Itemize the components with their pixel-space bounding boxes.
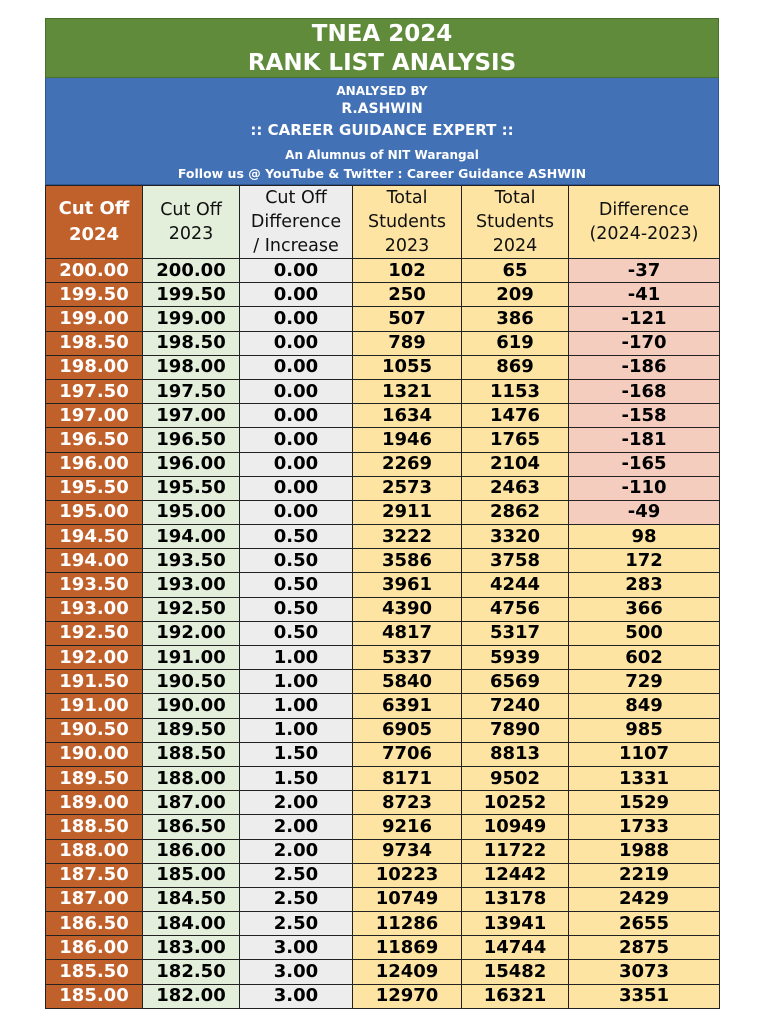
table-cell: 1331 — [569, 766, 720, 790]
author-name: R.ASHWIN — [341, 101, 423, 117]
table-cell: 3.00 — [240, 984, 353, 1008]
table-row — [46, 742, 720, 766]
table-cell: 0.50 — [240, 573, 353, 597]
table-cell: 0.50 — [240, 525, 353, 549]
table-cell: 1107 — [569, 742, 720, 766]
table-cell: 209 — [462, 283, 569, 307]
table-cell: -121 — [569, 307, 720, 331]
table-cell: 98 — [569, 525, 720, 549]
table-cell: 192.50 — [143, 597, 240, 621]
title-line-2: RANK LIST ANALYSIS — [247, 50, 517, 76]
table-cell: 500 — [569, 621, 720, 645]
table-cell: 193.00 — [46, 597, 143, 621]
table-row — [46, 839, 720, 863]
table-cell: 789 — [353, 331, 462, 355]
table-cell: 1.50 — [240, 742, 353, 766]
table-cell: 15482 — [462, 960, 569, 984]
table-cell: 198.00 — [46, 355, 143, 379]
column-header-line: Cut Off — [265, 188, 327, 208]
table-cell: 198.50 — [46, 331, 143, 355]
title-line-1: TNEA 2024 — [311, 21, 453, 47]
table-row — [46, 525, 720, 549]
table-cell: 196.50 — [143, 428, 240, 452]
table-cell: 1153 — [462, 379, 569, 403]
table-cell: 3758 — [462, 549, 569, 573]
table-cell: 188.50 — [143, 742, 240, 766]
table-cell: -37 — [569, 259, 720, 283]
table-cell: -49 — [569, 500, 720, 524]
table-cell: 198.00 — [143, 355, 240, 379]
table-row — [46, 331, 720, 355]
table-row — [46, 694, 720, 718]
table-cell: 2.00 — [240, 791, 353, 815]
table-cell: 985 — [569, 718, 720, 742]
table-cell: 2573 — [353, 476, 462, 500]
table-cell: 193.50 — [143, 549, 240, 573]
table-cell: 186.00 — [143, 839, 240, 863]
table-row — [46, 500, 720, 524]
table-row — [46, 887, 720, 911]
table-cell: 188.00 — [46, 839, 143, 863]
table-cell: 194.00 — [46, 549, 143, 573]
table-cell: 187.00 — [143, 791, 240, 815]
column-header — [462, 186, 569, 259]
table-cell: -41 — [569, 283, 720, 307]
table-cell: 6905 — [353, 718, 462, 742]
table-cell: 184.00 — [143, 912, 240, 936]
table-cell: 197.00 — [46, 404, 143, 428]
table-cell: 190.00 — [143, 694, 240, 718]
table-cell: 187.00 — [46, 887, 143, 911]
table-cell: 186.00 — [46, 936, 143, 960]
table-cell: 191.00 — [143, 646, 240, 670]
table-cell: 4756 — [462, 597, 569, 621]
table-row — [46, 960, 720, 984]
table-cell: 1765 — [462, 428, 569, 452]
table-row — [46, 428, 720, 452]
table-cell: 12442 — [462, 863, 569, 887]
rank-table — [45, 185, 720, 1009]
column-header-line: Cut Off — [58, 198, 130, 219]
table-cell: 200.00 — [143, 259, 240, 283]
table-cell: 619 — [462, 331, 569, 355]
table-cell: 1.00 — [240, 670, 353, 694]
table-row — [46, 597, 720, 621]
table-cell: 10749 — [353, 887, 462, 911]
table-cell: 2.00 — [240, 839, 353, 863]
table-cell: 199.50 — [143, 283, 240, 307]
table-cell: 198.50 — [143, 331, 240, 355]
table-cell: 2.50 — [240, 912, 353, 936]
table-cell: 2875 — [569, 936, 720, 960]
table-cell: 12970 — [353, 984, 462, 1008]
table-cell: 1055 — [353, 355, 462, 379]
table-cell: 182.00 — [143, 984, 240, 1008]
table-cell: 172 — [569, 549, 720, 573]
table-cell: 507 — [353, 307, 462, 331]
table-row — [46, 476, 720, 500]
table-cell: 16321 — [462, 984, 569, 1008]
table-cell: 3073 — [569, 960, 720, 984]
table-cell: 102 — [353, 259, 462, 283]
column-header-line: 2024 — [68, 224, 120, 245]
table-cell: -158 — [569, 404, 720, 428]
table-cell: 1634 — [353, 404, 462, 428]
table-cell: 283 — [569, 573, 720, 597]
table-cell: 199.50 — [46, 283, 143, 307]
column-header-line: 2023 — [168, 224, 214, 244]
table-row — [46, 307, 720, 331]
table-row — [46, 912, 720, 936]
table-cell: 5337 — [353, 646, 462, 670]
table-cell: 869 — [462, 355, 569, 379]
table-cell: 189.50 — [143, 718, 240, 742]
table-cell: 193.50 — [46, 573, 143, 597]
table-row — [46, 863, 720, 887]
table-cell: 13941 — [462, 912, 569, 936]
analysed-by-label: ANALYSED BY — [336, 84, 428, 98]
title-banner — [45, 18, 719, 78]
table-cell: 2911 — [353, 500, 462, 524]
column-header-line: Total — [494, 188, 536, 208]
table-cell: -110 — [569, 476, 720, 500]
table-cell: 187.50 — [46, 863, 143, 887]
table-cell: 199.00 — [46, 307, 143, 331]
table-row — [46, 766, 720, 790]
table-cell: 3320 — [462, 525, 569, 549]
author-banner — [45, 78, 719, 185]
table-row — [46, 621, 720, 645]
table-cell: 10252 — [462, 791, 569, 815]
column-header — [46, 186, 143, 259]
table-cell: 1321 — [353, 379, 462, 403]
column-header — [240, 186, 353, 259]
column-header — [569, 186, 720, 259]
table-cell: 196.00 — [46, 452, 143, 476]
table-cell: 0.00 — [240, 404, 353, 428]
table-cell: 1946 — [353, 428, 462, 452]
table-cell: 185.00 — [46, 984, 143, 1008]
table-cell: 196.00 — [143, 452, 240, 476]
table-cell: 8813 — [462, 742, 569, 766]
table-cell: 6569 — [462, 670, 569, 694]
table-cell: 0.00 — [240, 476, 353, 500]
table-cell: 196.50 — [46, 428, 143, 452]
table-cell: 9734 — [353, 839, 462, 863]
table-cell: 1.00 — [240, 646, 353, 670]
table-cell: 65 — [462, 259, 569, 283]
table-cell: 602 — [569, 646, 720, 670]
table-row — [46, 355, 720, 379]
table-cell: 190.50 — [143, 670, 240, 694]
table-cell: 195.00 — [143, 500, 240, 524]
table-cell: 185.50 — [46, 960, 143, 984]
table-cell: 7706 — [353, 742, 462, 766]
table-cell: 0.00 — [240, 355, 353, 379]
table-cell: 1.50 — [240, 766, 353, 790]
table-cell: 0.50 — [240, 549, 353, 573]
alumnus-note: An Alumnus of NIT Warangal — [285, 148, 479, 162]
table-cell: 194.50 — [46, 525, 143, 549]
table-cell: 188.00 — [143, 766, 240, 790]
rank-list-document — [45, 18, 719, 1009]
table-cell: 8723 — [353, 791, 462, 815]
table-cell: -170 — [569, 331, 720, 355]
table-cell: 195.50 — [46, 476, 143, 500]
table-row — [46, 549, 720, 573]
column-header-line: Students — [475, 212, 554, 232]
table-cell: 184.50 — [143, 887, 240, 911]
column-header-line: Difference — [598, 200, 690, 220]
table-cell: 197.00 — [143, 404, 240, 428]
table-cell: 190.50 — [46, 718, 143, 742]
table-cell: 1.00 — [240, 694, 353, 718]
table-row — [46, 259, 720, 283]
table-cell: 14744 — [462, 936, 569, 960]
table-row — [46, 815, 720, 839]
column-header-line: / Increase — [253, 236, 339, 256]
table-cell: 2269 — [353, 452, 462, 476]
table-cell: 197.50 — [46, 379, 143, 403]
table-cell: -186 — [569, 355, 720, 379]
table-cell: 192.00 — [143, 621, 240, 645]
table-cell: 1988 — [569, 839, 720, 863]
table-cell: 7890 — [462, 718, 569, 742]
table-cell: 186.50 — [143, 815, 240, 839]
table-cell: 194.00 — [143, 525, 240, 549]
column-header-line: Difference — [250, 212, 342, 232]
author-role: :: CAREER GUIDANCE EXPERT :: — [250, 121, 514, 139]
table-row — [46, 718, 720, 742]
table-cell: 13178 — [462, 887, 569, 911]
column-header-line: Cut Off — [160, 200, 222, 220]
table-cell: 199.00 — [143, 307, 240, 331]
table-cell: -181 — [569, 428, 720, 452]
column-header-line: 2024 — [492, 236, 538, 256]
table-cell: 185.00 — [143, 863, 240, 887]
table-row — [46, 984, 720, 1008]
table-cell: 10949 — [462, 815, 569, 839]
table-cell: 189.50 — [46, 766, 143, 790]
column-header — [143, 186, 240, 259]
table-cell: 192.50 — [46, 621, 143, 645]
table-cell: 2219 — [569, 863, 720, 887]
table-cell: 4817 — [353, 621, 462, 645]
table-row — [46, 646, 720, 670]
table-cell: 1476 — [462, 404, 569, 428]
column-header-line: Total — [386, 188, 428, 208]
table-cell: 186.50 — [46, 912, 143, 936]
table-cell: 5317 — [462, 621, 569, 645]
table-cell: 2.00 — [240, 815, 353, 839]
table-cell: 5840 — [353, 670, 462, 694]
table-cell: 0.50 — [240, 621, 353, 645]
table-cell: 0.00 — [240, 259, 353, 283]
table-cell: 0.00 — [240, 331, 353, 355]
table-cell: 1733 — [569, 815, 720, 839]
table-row — [46, 791, 720, 815]
column-header-line: (2024-2023) — [589, 224, 699, 244]
table-cell: 193.00 — [143, 573, 240, 597]
table-cell: 0.00 — [240, 428, 353, 452]
table-row — [46, 283, 720, 307]
table-cell: 849 — [569, 694, 720, 718]
table-cell: -168 — [569, 379, 720, 403]
table-cell: 0.00 — [240, 307, 353, 331]
table-cell: 3586 — [353, 549, 462, 573]
table-cell: 3351 — [569, 984, 720, 1008]
column-header-line: Students — [367, 212, 446, 232]
table-cell: 189.00 — [46, 791, 143, 815]
table-cell: 0.50 — [240, 597, 353, 621]
follow-note: Follow us @ YouTube & Twitter : Career Guidance ASHWIN — [177, 166, 587, 181]
table-cell: 192.00 — [46, 646, 143, 670]
table-row — [46, 670, 720, 694]
table-row — [46, 573, 720, 597]
table-cell: 2.50 — [240, 863, 353, 887]
table-cell: 2.50 — [240, 887, 353, 911]
table-row — [46, 404, 720, 428]
table-cell: 188.50 — [46, 815, 143, 839]
table-cell: 3222 — [353, 525, 462, 549]
table-cell: 0.00 — [240, 379, 353, 403]
table-cell: 1529 — [569, 791, 720, 815]
table-cell: 197.50 — [143, 379, 240, 403]
table-cell: 182.50 — [143, 960, 240, 984]
table-cell: 9216 — [353, 815, 462, 839]
table-cell: 3.00 — [240, 936, 353, 960]
table-cell: 250 — [353, 283, 462, 307]
table-cell: 0.00 — [240, 283, 353, 307]
table-cell: 11869 — [353, 936, 462, 960]
table-cell: 10223 — [353, 863, 462, 887]
table-cell: 12409 — [353, 960, 462, 984]
table-row — [46, 379, 720, 403]
table-header-row — [46, 186, 720, 259]
table-cell: 200.00 — [46, 259, 143, 283]
table-cell: 366 — [569, 597, 720, 621]
table-cell: 2104 — [462, 452, 569, 476]
table-cell: 11286 — [353, 912, 462, 936]
table-cell: 5939 — [462, 646, 569, 670]
table-cell: 4244 — [462, 573, 569, 597]
table-cell: 7240 — [462, 694, 569, 718]
table-row — [46, 452, 720, 476]
table-cell: 386 — [462, 307, 569, 331]
table-cell: 0.00 — [240, 500, 353, 524]
table-cell: 195.50 — [143, 476, 240, 500]
table-cell: 9502 — [462, 766, 569, 790]
table-cell: 0.00 — [240, 452, 353, 476]
table-cell: 3961 — [353, 573, 462, 597]
table-cell: 2429 — [569, 887, 720, 911]
table-row — [46, 936, 720, 960]
column-header — [353, 186, 462, 259]
table-cell: 195.00 — [46, 500, 143, 524]
table-cell: 2655 — [569, 912, 720, 936]
table-cell: 191.50 — [46, 670, 143, 694]
table-cell: -165 — [569, 452, 720, 476]
table-cell: 190.00 — [46, 742, 143, 766]
table-cell: 3.00 — [240, 960, 353, 984]
table-cell: 729 — [569, 670, 720, 694]
table-cell: 1.00 — [240, 718, 353, 742]
table-body — [46, 259, 720, 1009]
table-cell: 11722 — [462, 839, 569, 863]
table-cell: 6391 — [353, 694, 462, 718]
table-cell: 2862 — [462, 500, 569, 524]
column-header-line: 2023 — [384, 236, 430, 256]
table-cell: 8171 — [353, 766, 462, 790]
table-cell: 191.00 — [46, 694, 143, 718]
table-cell: 183.00 — [143, 936, 240, 960]
table-cell: 4390 — [353, 597, 462, 621]
table-cell: 2463 — [462, 476, 569, 500]
